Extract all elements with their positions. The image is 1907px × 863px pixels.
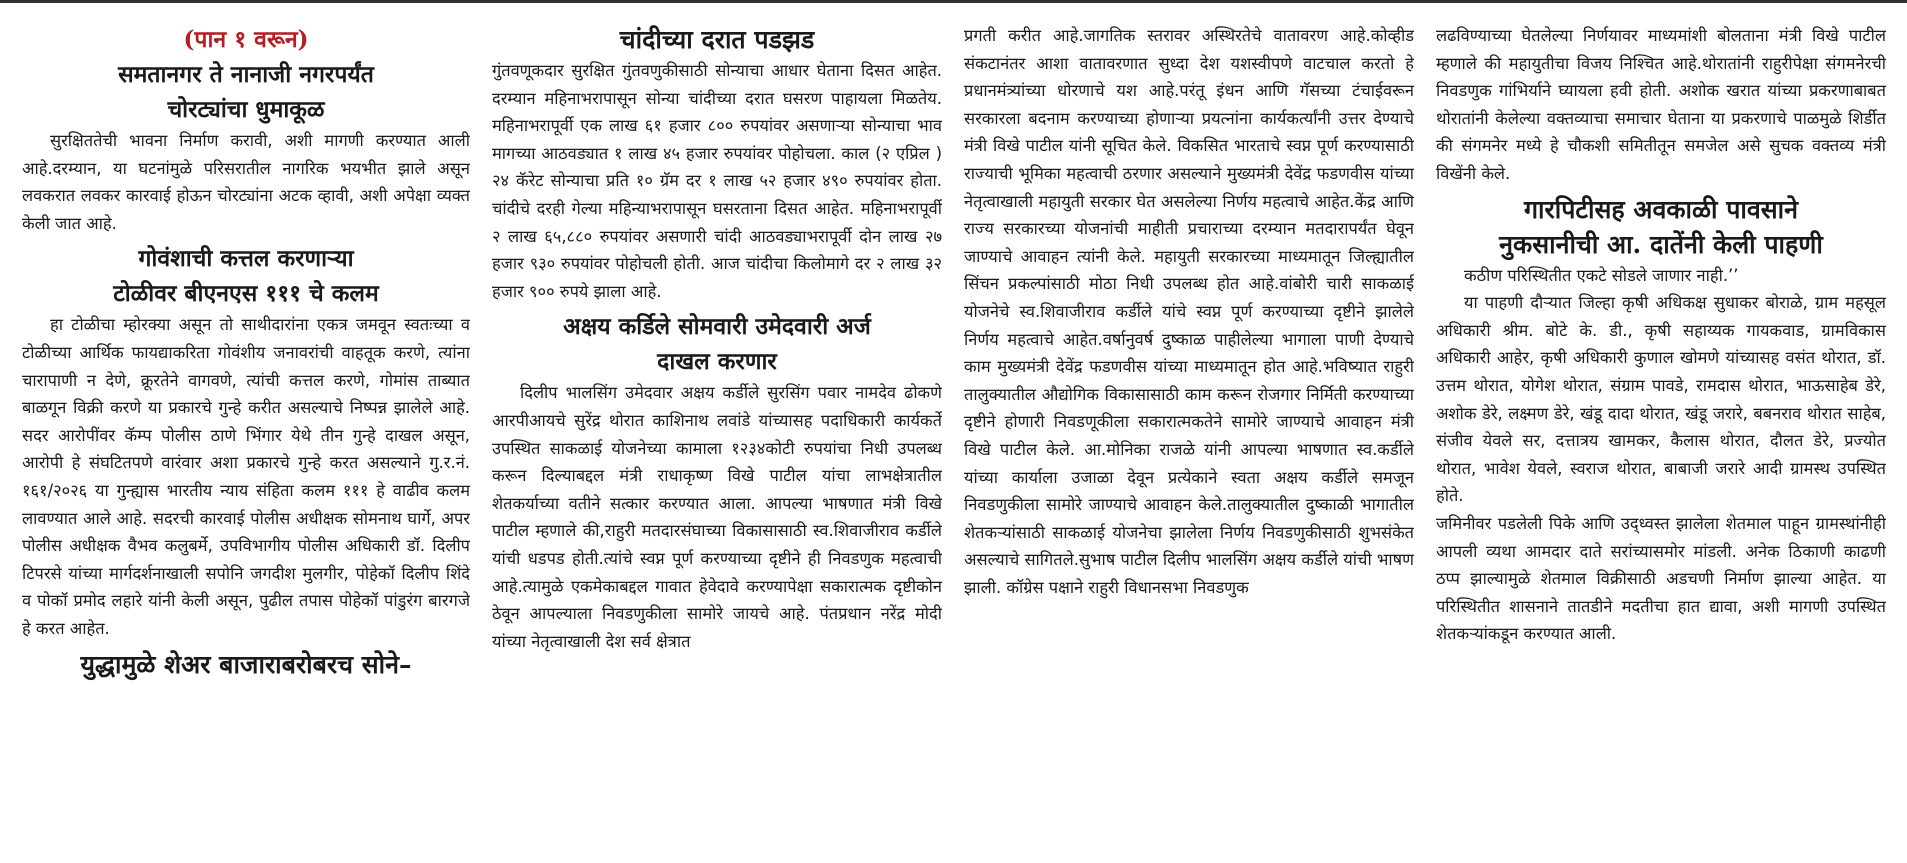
headline-hailstorm-line2: नुकसानीची आ. दातेंनी केली पाहणी xyxy=(1499,229,1823,259)
article-thefts-text: सुरक्षिततेची भावना निर्माण करावी, अशी मागणी करण्यात आली आहे.दरम्यान, या घटनांमुळे परिसरातील नागरिक भयभीत झाले असून लवकरात लवकर कारवाई होऊन चोरट्यांना अटक व्हावी, अशी अपेक्षा व्यक्त केली जात आहे. xyxy=(22,131,470,233)
column-2 xyxy=(492,22,942,860)
headline-gang-line2: टोळीवर बीएनएस १११ चे कलम xyxy=(113,280,379,308)
continued-from-page-1: (पान १ वरून) xyxy=(183,26,309,53)
headline-kardile-line2: दाखल करणार xyxy=(657,348,777,376)
headline-kardile-line1: अक्षय कर्डिले सोमवारी उमेदवारी अर्ज xyxy=(563,313,871,341)
column-4 xyxy=(1436,22,1886,860)
article-gold-silver-text: गुंतवणूकदार सुरक्षित गुंतवणुकीसाठी सोन्याचा आधार घेताना दिसत आहेत. दरम्यान महिनाभरापासून सोन्या चांदीच्या दरात घसरण पाहायला मिळतेय. महिनाभरापूर्वी एक लाख ६१ हजार ८०० रुपयांवर असणाऱ्या सोन्याचा भाव मागच्या आठवड्यात १ लाख ४५ हजार रुपयांवर पोहोचला. काल (२ एप्रिल ) २४ कॅरेट सोन्याचा प्रति १० ग्रॅम दर १ लाख ५२ हजार ४९० रुपयांवर होता. चांदीचे दरही गेल्या महिन्याभरापासून घसरताना दिसत आहेत. महिनाभरापूर्वी २ लाख ६५,८८० रुपयांवर असणारी चांदी आठवड्याभरापूर्वी दोन लाख २७ हजार ९३० रुपयांवर पोहोचली होती. आज चांदीचा किलोमागे दर २ लाख ३२ हजार ९०० रुपये झाला आहे. xyxy=(492,61,942,301)
column-3 xyxy=(964,22,1414,860)
top-rule xyxy=(0,0,1907,3)
article-kardile-text: दिलीप भालसिंग उमेदवार अक्षय कर्डीले सुरसिंग पवार नामदेव ढोकणे आरपीआयचे सुरेंद्र थोरात काशिनाथ लवांडे यांच्यासह पदाधिकारी कार्यकर्ते उपस्थित साकळाई योजनेच्या कामाला १२३४कोटी रुपयांचा निधी उपलब्ध करून दिल्याबद्दल मंत्री राधाकृष्ण विखे पाटील यांचा लाभक्षेत्रातील शेतकर्याच्या वतीने सत्कार करण्यात आला. आपल्या भाषणात मंत्री विखे पाटील म्हणाले की,राहुरी मतदारसंघाच्या विकासासाठी स्व.शिवाजीराव कर्डीले यांची धडपड होती.त्यांचे स्वप्न पूर्ण करण्याच्या दृष्टीने ही निवडणुक महत्वाची आहे.त्यामुळे एकमेकाबद्दल गावात हेवेदावे करण्यापेक्षा सकारात्मक दृष्टीकोन ठेवून आपल्याला निवडणुकीला सामोरे जायचे आहे. पंतप्रधान नरेंद्र मोदी यांच्या नेतृत्वाखाली देश सर्व क्षेत्रात xyxy=(492,383,942,651)
headline-gang-line1: गोवंशाची कत्तल करणाऱ्या xyxy=(138,245,354,273)
headline-silver-prices: चांदीच्या दरात पडझड xyxy=(619,25,815,54)
headline-thefts-line2: चोरट्यांचा धुमाकूळ xyxy=(167,96,325,123)
article-kardile-ending: लढविण्याच्या घेतलेल्या निर्णयावर माध्यमांशी बोलताना मंत्री विखे पाटील म्हणाले की महायुतीचा विजय निश्चित आहे.थोरातांनी राहुरीपेक्षा संगमनेरची निवडणुक गांभिर्याने घ्यायला हवी होती. अशोक खरात यांच्या प्रकरणाबाबत थोरातांनी केलेल्या वक्तव्याचा समाचार घेताना या प्रकरणाचे पाळमुळे शिर्डीत की संगमनेर मध्ये हे चौकशी समितीतून समजेल असे सुचक वक्तव्य मंत्री विखेंनी केले. xyxy=(1436,26,1886,183)
article-hailstorm-quote: कठीण परिस्थितीत एकटे सोडले जाणार नाही.’’ xyxy=(1464,265,1739,285)
headline-war-markets: युद्धामुळे शेअर बाजाराबरोबरच सोने– xyxy=(80,649,412,679)
article-hailstorm-demand: जमिनीवर पडलेली पिके आणि उद्ध्वस्त झालेला शेतमाल पाहून ग्रामस्थांनीही आपली व्यथा आमदार दाते सरांच्यासमोर मांडली. अनेक ठिकाणी काढणी ठप्प झाल्यामुळे शेतमाल विक्रीसाठी अडचणी निर्माण झाल्या आहेत. या परिस्थितीत शासनाने तातडीने मदतीचा हात द्यावा, अशी मागणी उपस्थित शेतकऱ्यांकडून करण्यात आली. xyxy=(1436,513,1886,644)
headline-thefts-line1: समतानगर ते नानाजी नगरपर्यंत xyxy=(118,61,374,88)
article-hailstorm-attendees: या पाहणी दौऱ्यात जिल्हा कृषी अधिकक्ष सुधाकर बोराळे, ग्राम महसूल अधिकारी श्रीम. बोटे के. डी., कृषी सहाय्यक गायकवाड, ग्रामविकास अधिकारी आहेर, कृषी अधिकारी कुणाल खोमणे यांच्यासह वसंत थोरात, डॉ. उत्तम थोरात, योगेश थोरात, संग्राम पावडे, रामदास थोरात, भाऊसाहेब डेरे, अशोक डेरे, लक्ष्मण डेरे, खंडू दादा थोरात, खंडू जरारे, बबनराव थोरात साहेब, संजीव येवले सर, दत्तात्रय खामकर, कैलास थोरात, दौलत डेरे, प्रज्योत थोरात, भावेश येवले, स्वराज थोरात, बाबाजी जरारे आदी ग्रामस्थ उपस्थित होते. xyxy=(1436,293,1886,506)
article-kardile-continued: प्रगती करीत आहे.जागतिक स्तरावर अस्थिरतेचे वातावरण आहे.कोव्हीड संकटानंतर आशा वातावरणात सुध्दा देश यशस्वीपणे वाटचाल करतो हे प्रधानमंत्र्यांच्या धोरणाचे यश आहे.परंतू इंधन आणि गॅसच्या टंचाईवरून सरकारला बदनाम करण्याच्या होणाऱ्या प्रयत्नांना कार्यकर्त्यांनी उत्तर देण्याचे मंत्री विखे पाटील यांनी सूचित केले. विकसित भारताचे स्वप्न पूर्ण करण्यासाठी राज्याची भूमिका महत्वाची ठरणार असल्याने मुख्यमंत्री देवेंद्र फडणवीस यांच्या नेतृत्वाखाली महायुती सरकार घेत असलेल्या निर्णय महत्वाचे आहेत.केंद्र आणि राज्य सरकारच्या योजनांची माहीती प्रचाराच्या दरम्यान मतदारापर्यंत घेवून जाण्याचे आवाहन त्यांनी केले. महायुती सरकारच्या माध्यमातून जिल्ह्यातील सिंचन प्रकल्पांसाठी मोठा निधी उपलब्ध होत आहे.वांबोरी चारी साकळाई योजनेचे स्व.शिवाजीराव कर्डीले यांचे स्वप्न पूर्ण करण्याच्या दृष्टीने झालेले निर्णय महत्वाचे आहेत.वर्षानुवर्ष दुष्काळ पाहीलेल्या भागाला पाणी देण्याचे काम मुख्यमंत्री देवेंद्र फडणवीस यांच्या माध्यमातून होत आहे.भविष्यात राहुरी तालुक्यातील औद्योगिक विकासासाठी काम करून रोजगार निर्मिती करण्याच्या दृष्टीने होणारी निवडणूकीला सकारात्मकतेने सामोरे जाण्याचे आवाहन मंत्री विखे पाटील केले. आ.मोनिका राजळे यांनी आपल्या भाषणात स्व.कर्डीले यांच्या कार्याला उजाळा देवून प्रत्येकाने स्वता अक्षय कर्डीले समजून निवडणुकीला सामोरे जाण्याचे आवाहन केले.तालुक्यातील दुष्काळी भागातील शेतकऱ्यांसाठी साकळाई योजनेचा झालेला निर्णय निवडणुकीसाठी शुभसंकेत असल्याचे सागितले.सुभाष पाटील दिलीप भालसिंग अक्षय कर्डीले यांची भाषण झाली. कॉग्रेस पक्षाने राहुरी विधानसभा निवडणुक xyxy=(964,26,1414,597)
headline-hailstorm-line1: गारपिटीसह अवकाळी पावसाने xyxy=(1523,194,1799,224)
article-gang-text: हा टोळीचा म्होरक्या असून तो साथीदारांना एकत्र जमवून स्वतःच्या व टोळीच्या आर्थिक फायद्याकरिता गोवंशीय जनावरांची वाहतूक करणे, त्यांना चारापाणी न देणे, क्रूरतेने वागवणे, त्यांची कत्तल करणे, गोमांस ताब्यात बाळगून विक्री करणे या प्रकारचे गुन्हे करीत असल्याचे निष्पन्न झालेले आहे. सदर आरोपींवर कॅम्प पोलीस ठाणे भिंगार येथे तीन गुन्हे दाखल असून, आरोपी हे संघटितपणे वारंवार अशा प्रकारचे गुन्हे करत असल्याने गु.र.नं. १६१/२०२६ या गुन्ह्यास भारतीय न्याय संहिता कलम १११ हे वाढीव कलम लावण्यात आले आहे. सदरची कारवाई पोलीस अधीक्षक सोमनाथ घार्गे, अपर पोलीस अधीक्षक वैभव कलुबर्मे, उपविभागीय पोलीस अधिकारी डॉ. दिलीप टिपरसे यांच्या मार्गदर्शनाखाली सपोनि जगदीश मुलगीर, पोहेकॉ दिलीप शिंदे व पोकॉ प्रमोद लहारे यांनी केली असून, पुढील तपास पोहेकॉ पांडुरंग बारगजे हे करत आहेत. xyxy=(22,315,470,638)
column-1 xyxy=(22,22,470,860)
